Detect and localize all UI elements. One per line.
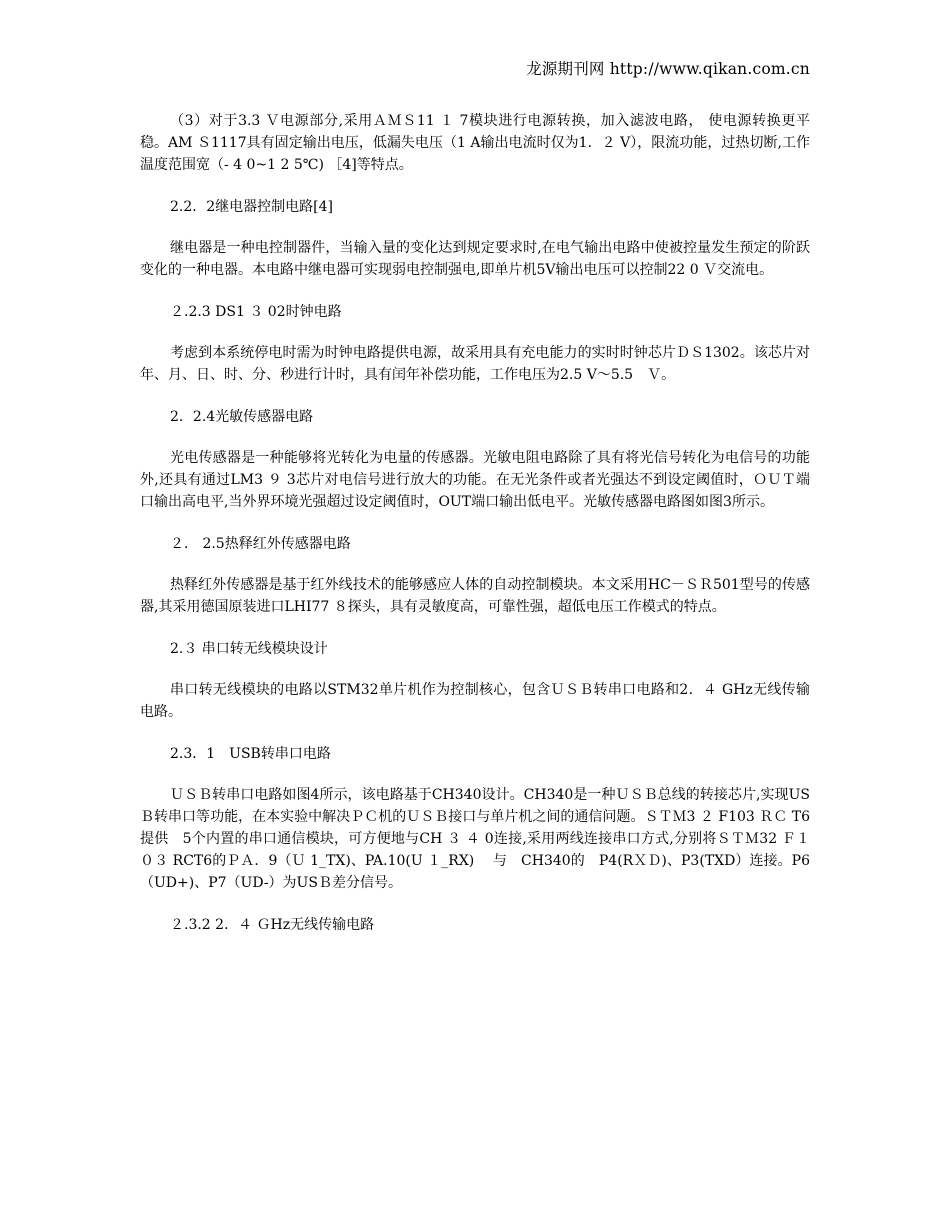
paragraph-relay: 继电器是一种电控制器件，当输入量的变化达到规定要求时,在电气输出电路中使被控量发生预定的阶跃变化的一种电器。本电路中继电器可实现弱电控制强电,即单片机5V输出电压可以控制22 0 Ｖ交流电。 [140,240,810,278]
section-heading-infrared: ２． 2.5热释红外传感器电路 [170,536,351,552]
paragraph-usb-serial: ＵＳＢ转串口电路如图4所示，该电路基于CH340设计。CH340是一种ＵＳＢ总线的转接芯片,实现US Ｂ转串口等功能，在本实验中解决ＰＣ机的ＵＳＢ接口与单片机之间的通信问题。ＳＴＭ3 ２ F103 ＲＣ T6提供 5个内置的串口通信模块，可方便地与CH ３ ４ 0连接,采用两线连接串口方式,分别将ＳＴＭ32 Ｆ１０３ RCT6的ＰＡ．9（Ｕ 1_TX)、PA.10(U １_RX) 与 CH340的 P4(RＸＤ)、P3(TXD）连接。P6（UD+)、P7（UD-）为USＢ差分信号。 [140,787,810,891]
article-body [140,110,810,936]
section-heading-clock: ２.2.3 DS1 ３ 02时钟电路 [170,304,342,320]
paragraph-infrared: 热释红外传感器是基于红外线技术的能够感应人体的自动控制模块。本文采用HC－ＳＲ501型号的传感器,其采用德国原装进口LHI77 ８探头，具有灵敏度高，可靠性强，超低电压工作模式的特点。 [140,577,810,615]
page-header-source: 龙源期刊网 http://www.qikan.com.cn [526,60,810,78]
section-heading-serial-wireless: 2.３ 串口转无线模块设计 [170,641,328,657]
paragraph-power-supply: （3）对于3.3 Ｖ电源部分,采用ＡＭＳ11 １ 7模块进行电源转换，加入滤波电路， 使电源转换更平稳。AM Ｓ1117具有固定输出电压，低漏失电压（1 A输出电流时仅为1．２ V），限流功能，过热切断,工作温度范围宽（- 4 0~1 2 5℃) ［4]等特点。 [140,113,810,173]
paragraph-light-sensor: 光电传感器是一种能够将光转化为电量的传感器。光敏电阻电路除了具有将光信号转化为电信号的功能外,还具有通过LM3 ９ 3芯片对电信号进行放大的功能。在无光条件或者光强达不到设定阈值时，ＯＵＴ端口输出高电平,当外界环境光强超过设定阈值时，OUT端口输出低电平。光敏传感器电路图如图3所示。 [140,450,810,510]
paragraph-clock: 考虑到本系统停电时需为时钟电路提供电源，故采用具有充电能力的实时时钟芯片ＤＳ1302。该芯片对年、月、日、时、分、秒进行计时，具有闰年补偿功能，工作电压为2.5 V～5.5 Ｖ。 [140,345,810,383]
section-heading-light-sensor: 2．2.4光敏传感器电路 [170,409,314,425]
section-heading-usb-serial: 2.3．1 USB转串口电路 [170,746,331,762]
section-heading-relay: 2.2．2继电器控制电路[4] [170,199,334,215]
section-heading-wireless-transmission: ２.3.2 2．４ ＧHz无线传输电路 [170,917,375,933]
paragraph-serial-wireless: 串口转无线模块的电路以STM32单片机作为控制核心，包含ＵＳＢ转串口电路和2．４ GHz无线传输电路。 [140,682,810,720]
